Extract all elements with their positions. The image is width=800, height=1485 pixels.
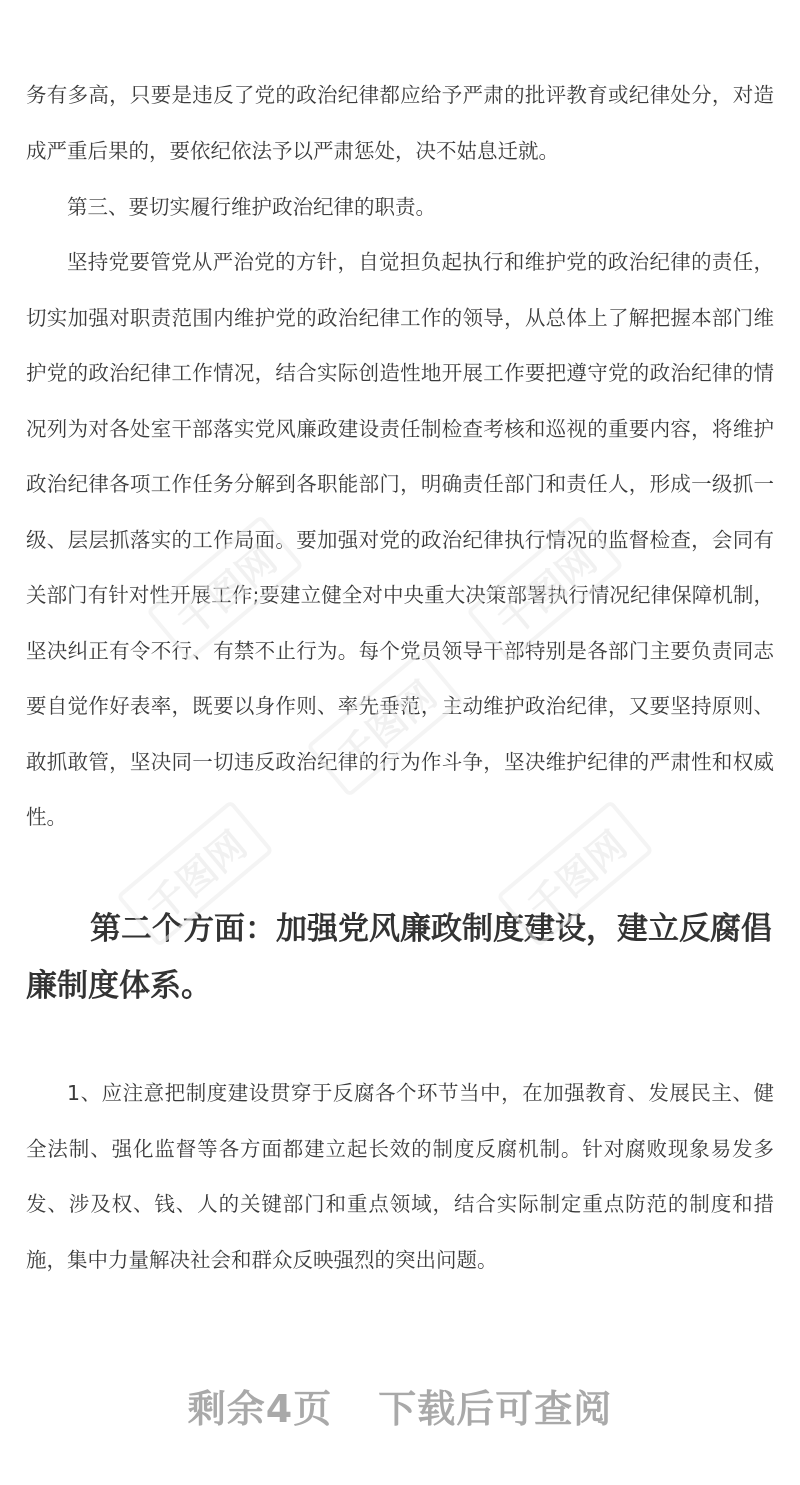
watermark: 千图网 <box>496 800 654 948</box>
watermark: 千图网 <box>146 515 304 663</box>
paragraph-section-three-title: 第三、要切实履行维护政治纪律的职责。 <box>67 195 436 219</box>
download-prompt-button[interactable] <box>0 1378 800 1433</box>
remaining-pages-label: 剩余4页 <box>187 1387 333 1431</box>
paragraph-point-one: 1、应注意把制度建设贯穿于反腐各个环节当中，在加强教育、发展民主、健全法制、强化监督等各方面都建立起长效的制度反腐机制。针对腐败现象易发多发、涉及权、钱、人的关键部门和重点领域，结合实际制定重点防范的制度和措施，集中力量解决社会和群众反映强烈的突出问题。 <box>26 1081 774 1272</box>
paragraph-continued: 务有多高，只要是违反了党的政治纪律都应给予严肃的批评教育或纪律处分，对造成严重后果的，要依纪依法予以严肃惩处，决不姑息迁就。 <box>26 83 774 163</box>
download-to-view-label: 下载后可查阅 <box>378 1387 613 1431</box>
watermark: 千图网 <box>116 800 274 948</box>
section-heading-aspect-two: 第二个方面：加强党风廉政制度建设，建立反腐倡廉制度体系。 <box>26 911 772 1004</box>
paragraph-section-three-body: 坚持党要管党从严治党的方针，自觉担负起执行和维护党的政治纪律的责任，切实加强对职责范围内维护党的政治纪律工作的领导，从总体上了解把握本部门维护党的政治纪律工作情况，结合实际创造性地开展工作要把遵守党的政治纪律的情况列为对各处室干部落实党风廉政建设责任制检查考核和巡视的重要内容，将维护政治纪律各项工作任务分解到各职能部门，明确责任部门和责任人，形成一级抓一级、层层抓落实的工作局面。要加强对党的政治纪律执行情况的监督检查，会同有关部门有针对性开展工作;要建立健全对中央重大决策部署执行情况纪律保障机制，坚决纠正有令不行、有禁不止行为。每个党员领导干部特别是各部门主要负责同志要自觉作好表率，既要以身作则、率先垂范，主动维护政治纪律，又要坚持原则、敢抓敢管，坚决同一切违反政治纪律的行为作斗争，坚决维护纪律的严肃性和权威性。 <box>26 250 774 829</box>
watermark: 千图网 <box>466 515 624 663</box>
watermark: 千图网 <box>306 650 464 798</box>
